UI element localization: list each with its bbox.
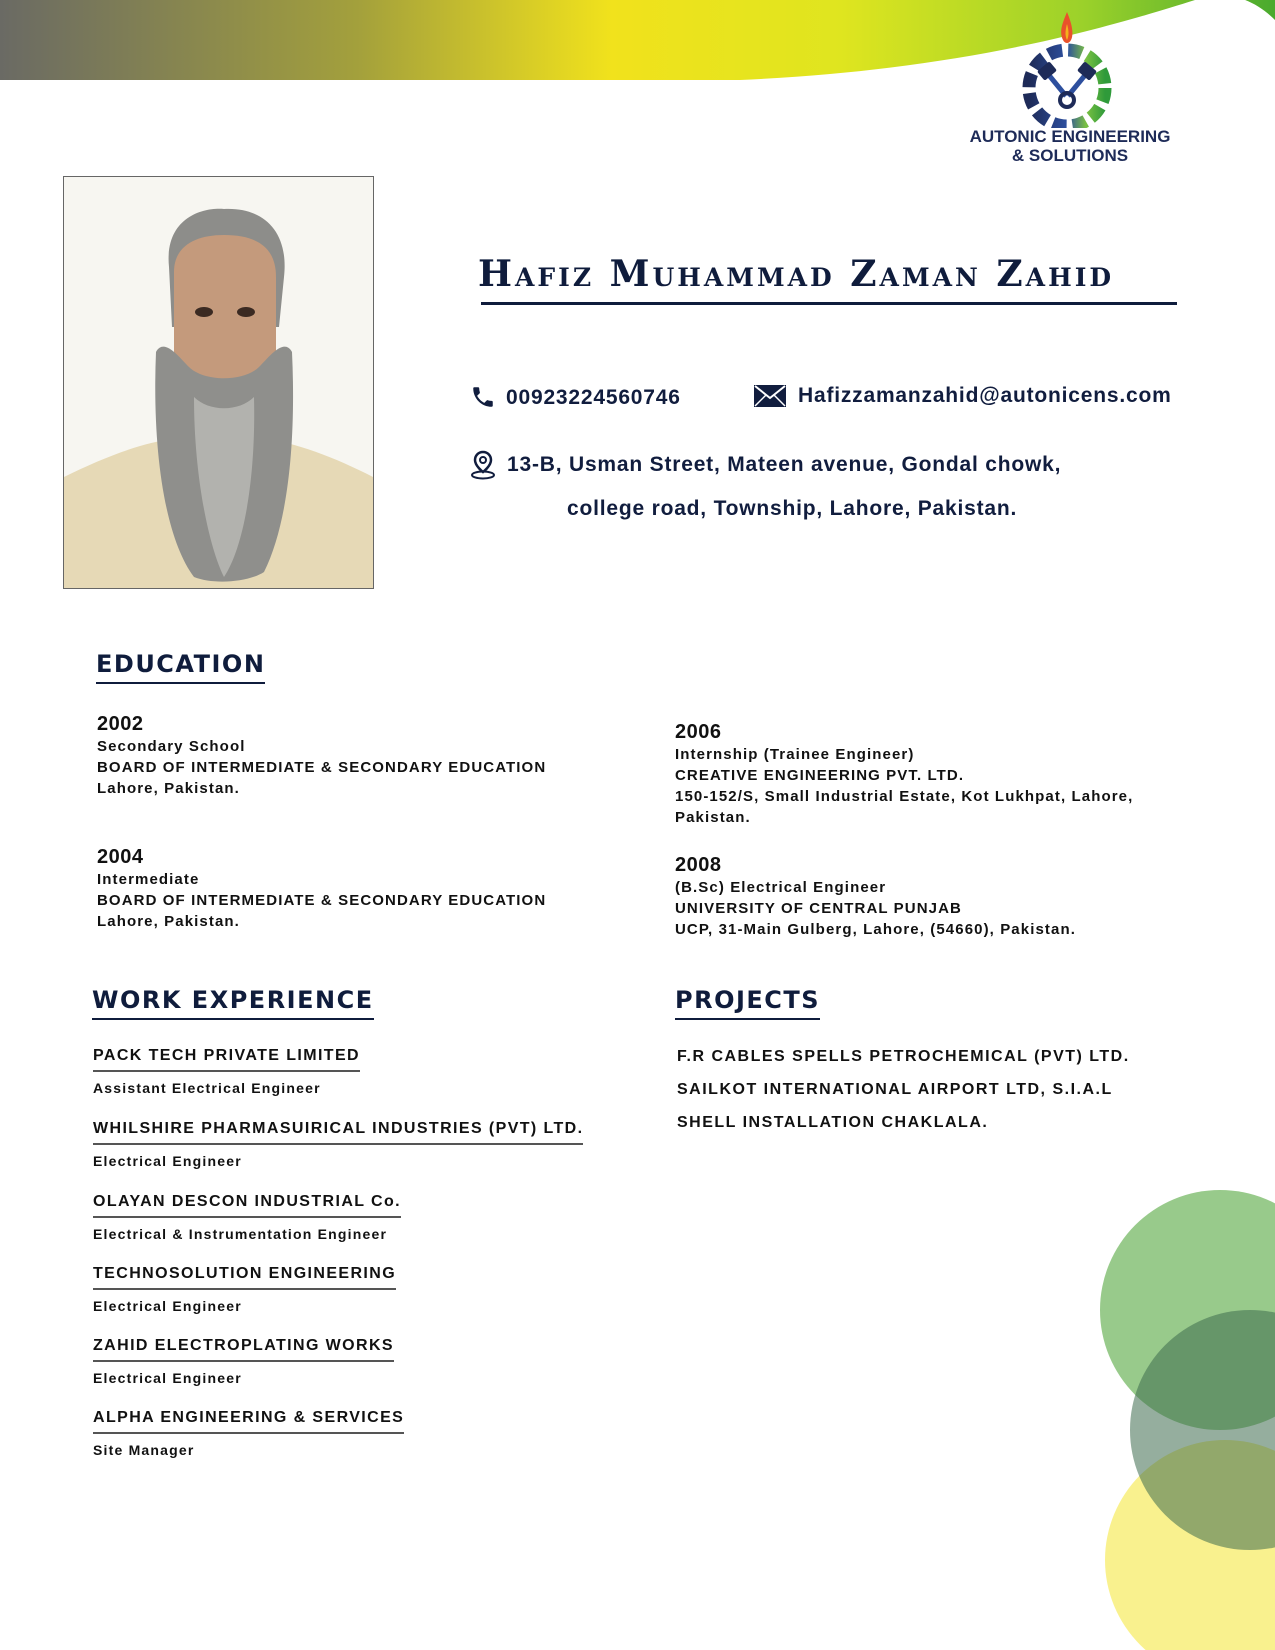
education-line: UNIVERSITY OF CENTRAL PUNJAB: [675, 900, 962, 917]
work-entry: [93, 1337, 394, 1386]
candidate-name: Hafiz Muhammad Zaman Zahid: [478, 253, 1115, 295]
work-role: Electrical Engineer: [93, 1153, 242, 1169]
work-role: Assistant Electrical Engineer: [93, 1080, 321, 1096]
education-line: CREATIVE ENGINEERING PVT. LTD.: [675, 767, 965, 784]
education-line: BOARD OF INTERMEDIATE & SECONDARY EDUCATION: [97, 759, 547, 776]
education-line: Internship (Trainee Engineer): [675, 746, 915, 763]
work-experience-heading: WORK EXPERIENCE: [92, 986, 374, 1020]
work-company: PACK TECH PRIVATE LIMITED: [93, 1047, 360, 1072]
company-logo-text: [940, 127, 1200, 165]
work-company: TECHNOSOLUTION ENGINEERING: [93, 1265, 396, 1290]
work-role: Electrical Engineer: [93, 1298, 242, 1314]
education-line: Lahore, Pakistan.: [97, 780, 240, 797]
education-line: UCP, 31-Main Gulberg, Lahore, (54660), Pakistan.: [675, 921, 1076, 938]
work-company: ALPHA ENGINEERING & SERVICES: [93, 1409, 404, 1434]
address-line-1: 13-B, Usman Street, Mateen avenue, Gondal chowk,: [507, 453, 1062, 476]
education-year: 2006: [675, 721, 722, 743]
work-company: ZAHID ELECTROPLATING WORKS: [93, 1337, 394, 1362]
education-entry: [675, 720, 1195, 828]
phone-icon: [470, 384, 496, 410]
education-year: 2004: [97, 846, 144, 868]
email-address[interactable]: Hafizzamanzahid@autonicens.com: [798, 384, 1172, 407]
profile-photo: [63, 176, 374, 589]
education-entry: [97, 712, 657, 799]
education-line: Lahore, Pakistan.: [97, 913, 240, 930]
project-item: SAILKOT INTERNATIONAL AIRPORT LTD, S.I.A.L: [677, 1081, 1113, 1098]
education-year: 2002: [97, 713, 144, 735]
company-name-line2: & SOLUTIONS: [1011, 146, 1129, 165]
work-role: Electrical Engineer: [93, 1370, 242, 1386]
work-company: WHILSHIRE PHARMASUIRICAL INDUSTRIES (PVT) LTD.: [93, 1120, 583, 1145]
company-logo-icon: [1002, 10, 1132, 128]
work-entry: [93, 1409, 404, 1458]
portrait-illustration: [64, 177, 373, 588]
decorative-circles: [1060, 1180, 1275, 1650]
projects-heading: PROJECTS: [675, 986, 820, 1020]
education-line: Secondary School: [97, 738, 246, 755]
education-line: BOARD OF INTERMEDIATE & SECONDARY EDUCATION: [97, 892, 547, 909]
work-entry: [93, 1193, 401, 1242]
work-entry: [93, 1047, 360, 1096]
name-underline: [481, 302, 1177, 305]
education-heading: EDUCATION: [96, 650, 265, 684]
project-item: F.R CABLES SPELLS PETROCHEMICAL (PVT) LTD.: [677, 1048, 1130, 1065]
location-pin-icon: [470, 450, 496, 480]
education-line: (B.Sc) Electrical Engineer: [675, 879, 887, 896]
project-item: SHELL INSTALLATION CHAKLALA.: [677, 1114, 989, 1131]
education-entry: [97, 845, 657, 932]
phone-number[interactable]: 00923224560746: [506, 386, 681, 409]
company-name-line1: AUTONIC ENGINEERING: [969, 127, 1171, 146]
education-line: 150-152/S, Small Industrial Estate, Kot Lukhpat, Lahore,: [675, 788, 1134, 805]
address-line-2: college road, Township, Lahore, Pakistan.: [567, 497, 1018, 520]
work-entry: [93, 1120, 583, 1169]
work-role: Site Manager: [93, 1442, 195, 1458]
email-icon: [754, 385, 786, 407]
education-entry: [675, 853, 1195, 940]
work-role: Electrical & Instrumentation Engineer: [93, 1226, 388, 1242]
work-entry: [93, 1265, 396, 1314]
work-company: OLAYAN DESCON INDUSTRIAL Co.: [93, 1193, 401, 1218]
education-line: Intermediate: [97, 871, 200, 888]
education-year: 2008: [675, 854, 722, 876]
education-line: Pakistan.: [675, 809, 751, 826]
